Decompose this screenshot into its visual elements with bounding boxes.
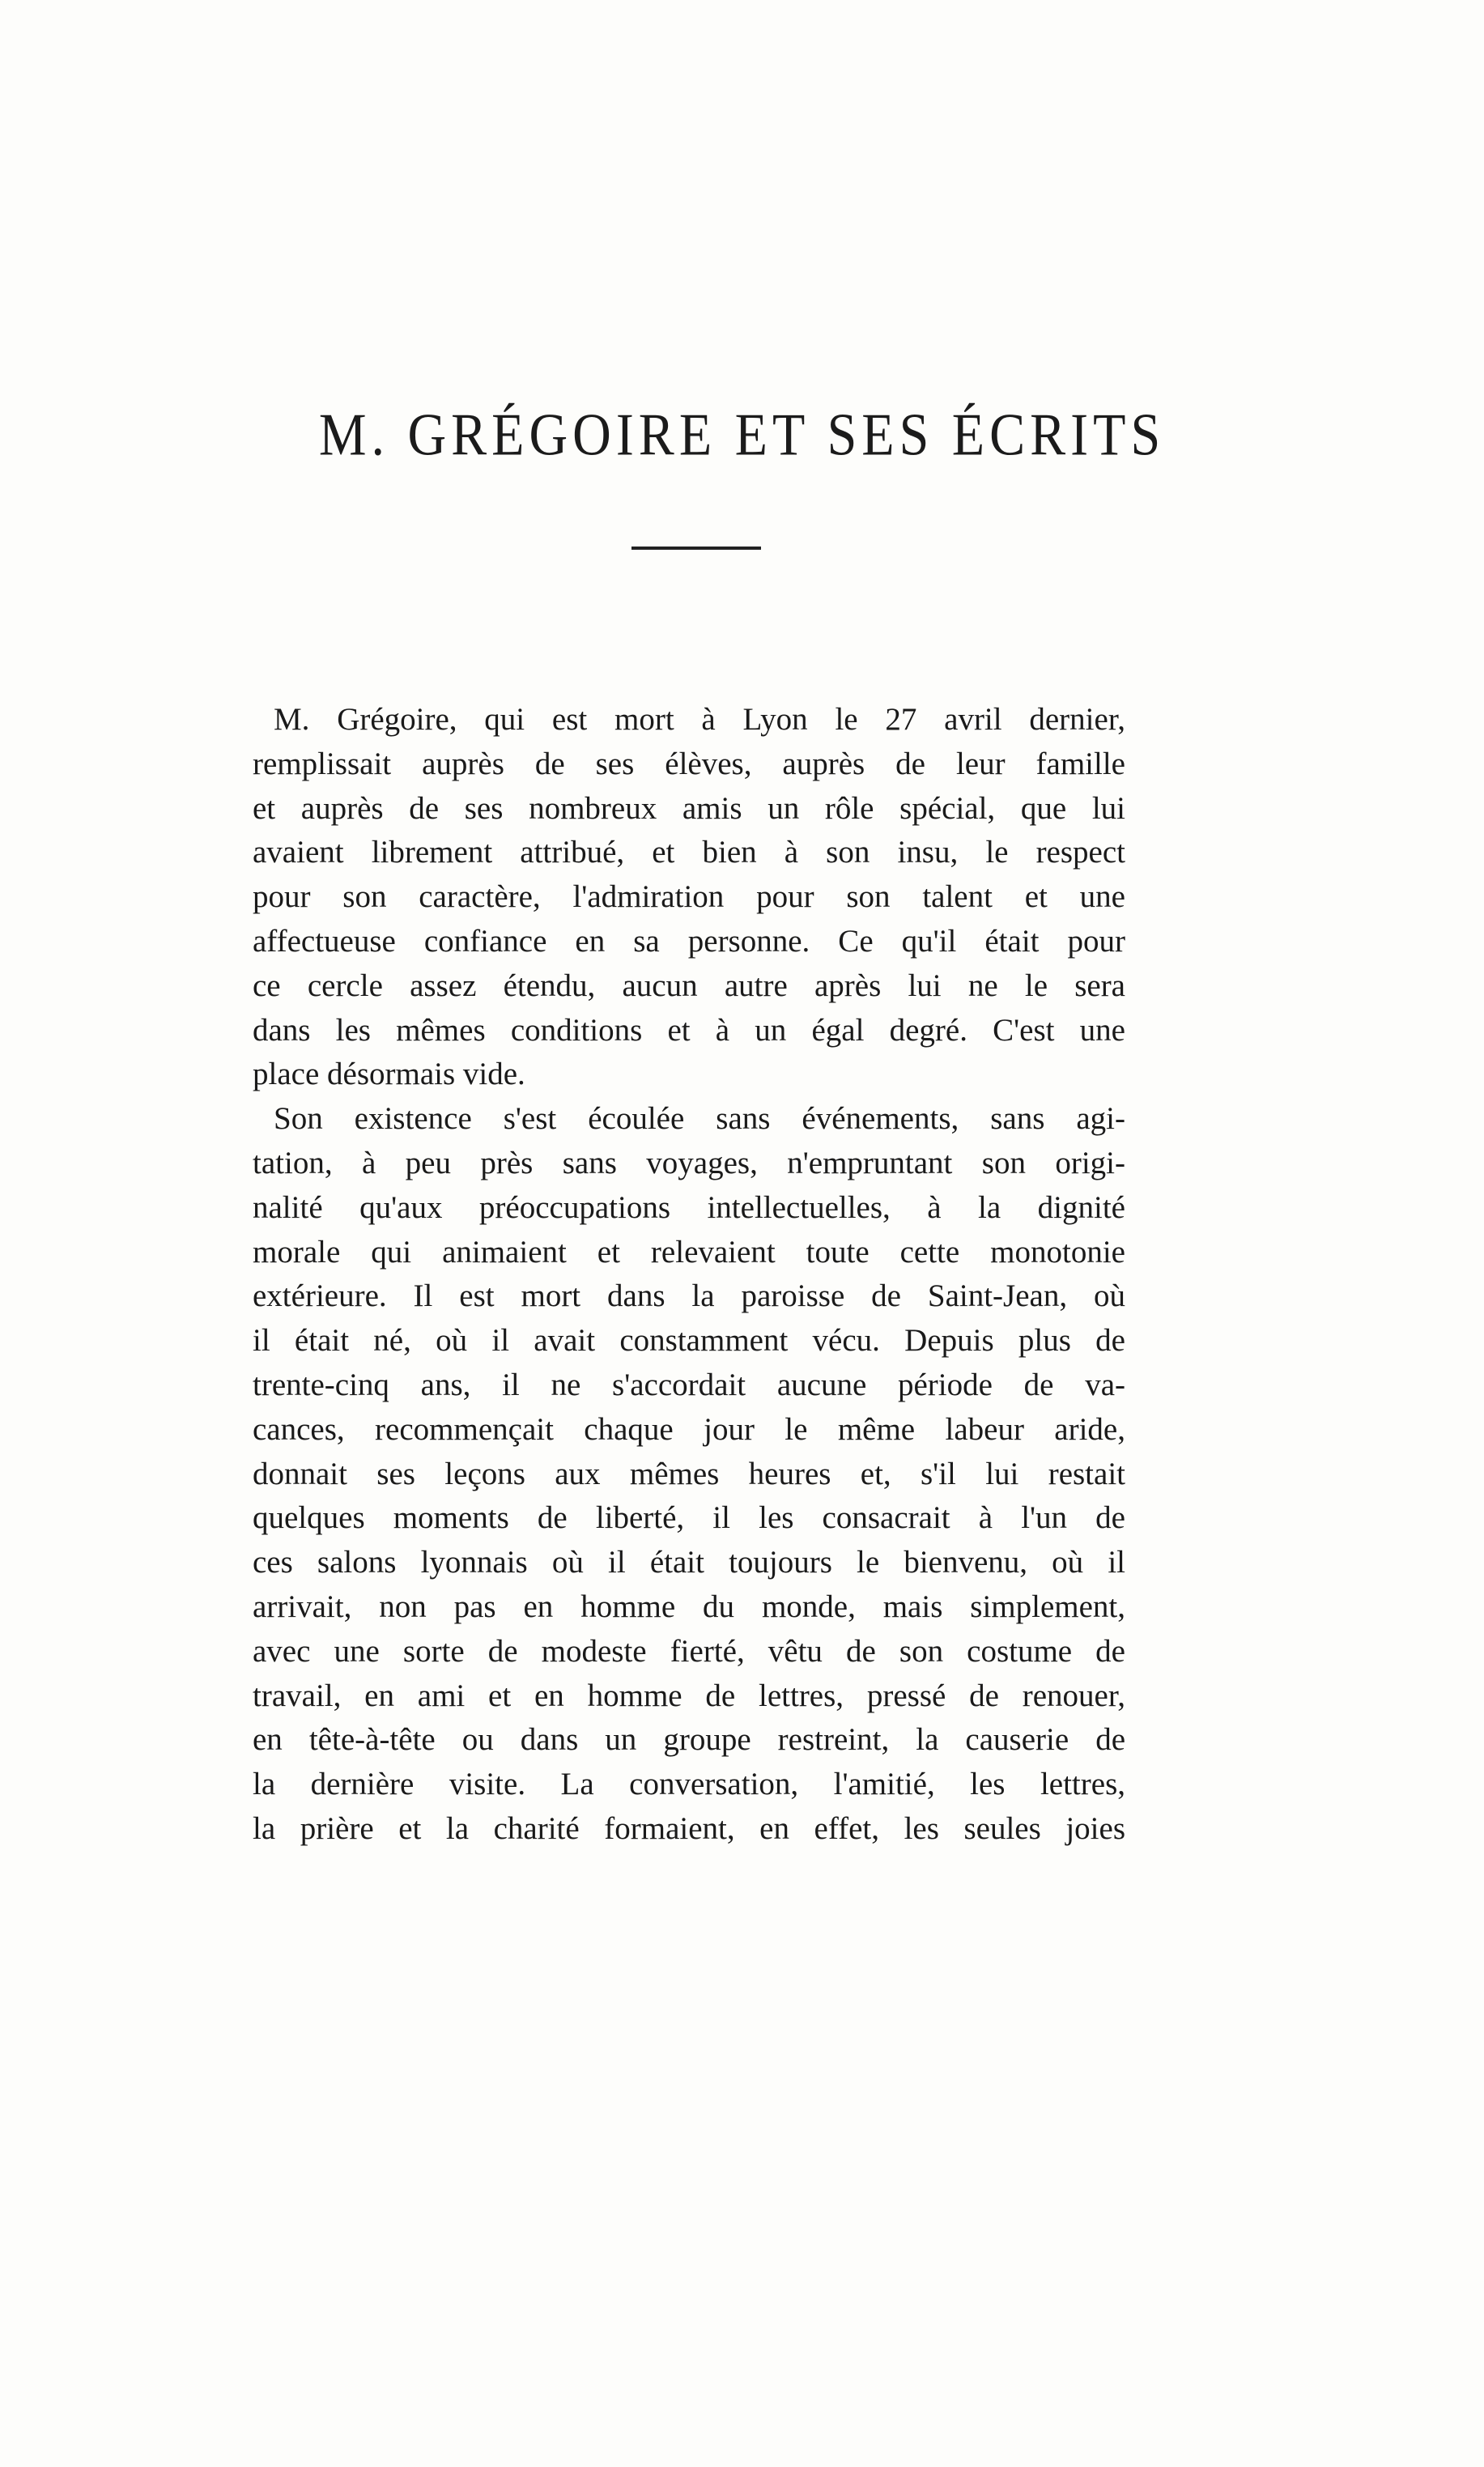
body-text [253, 698, 1125, 1852]
text-line: ces salons lyonnais où il était toujours le bienvenu, où il [253, 1545, 1125, 1580]
chapter-title: M. GRÉGOIRE ET SES ÉCRITS [318, 402, 1166, 469]
text-line: et auprès de ses nombreux amis un rôle spécial, que lui [253, 790, 1125, 826]
text-line: extérieure. Il est mort dans la paroisse de Saint-Jean, où [253, 1278, 1125, 1314]
text-line: travail, en ami et en homme de lettres, pressé de renouer, [253, 1678, 1125, 1713]
paragraph-2 [253, 1097, 1125, 1852]
text-line: tation, à peu près sans voyages, n'empruntant son origi- [253, 1145, 1125, 1180]
text-line: affectueuse confiance en sa personne. Ce qu'il était pour [253, 923, 1125, 959]
text-line: en tête-à-tête ou dans un groupe restreint, la causerie de [253, 1722, 1125, 1758]
text-line: ce cercle assez étendu, aucun autre après lui ne le sera [253, 968, 1125, 1003]
text-line: place désormais vide. [253, 1057, 525, 1092]
text-line: M. Grégoire, qui est mort à Lyon le 27 avril dernier, [274, 702, 1125, 737]
text-line: la dernière visite. La conversation, l'amitié, les lettres, [253, 1767, 1125, 1802]
text-line: remplissait auprès de ses élèves, auprès de leur famille [253, 746, 1125, 781]
text-line: il était né, où il avait constamment vécu. Depuis plus de [253, 1323, 1125, 1359]
text-line: la prière et la charité formaient, en effet, les seules joies [253, 1810, 1125, 1846]
text-line: cances, recommençait chaque jour le même labeur aride, [253, 1411, 1125, 1447]
text-line: Son existence s'est écoulée sans événements, sans agi- [274, 1101, 1125, 1137]
paragraph-1 [253, 698, 1125, 1097]
text-line: donnait ses leçons aux mêmes heures et, s'il lui restait [253, 1456, 1125, 1491]
text-line: avaient librement attribué, et bien à son insu, le respect [253, 835, 1125, 870]
text-line: pour son caractère, l'admiration pour son talent et une [253, 879, 1125, 915]
text-line: trente-cinq ans, il ne s'accordait aucune période de va- [253, 1367, 1125, 1402]
text-line: quelques moments de liberté, il les consacrait à l'un de [253, 1500, 1125, 1536]
text-line: morale qui animaient et relevaient toute cette monotonie [253, 1234, 1125, 1270]
text-line: nalité qu'aux préoccupations intellectuelles, à la dignité [253, 1189, 1125, 1225]
title-rule [631, 547, 761, 550]
text-line: arrivait, non pas en homme du monde, mais simplement, [253, 1589, 1125, 1624]
text-line: avec une sorte de modeste fierté, vêtu de son costume de [253, 1633, 1125, 1669]
text-line: dans les mêmes conditions et à un égal degré. C'est une [253, 1012, 1125, 1048]
